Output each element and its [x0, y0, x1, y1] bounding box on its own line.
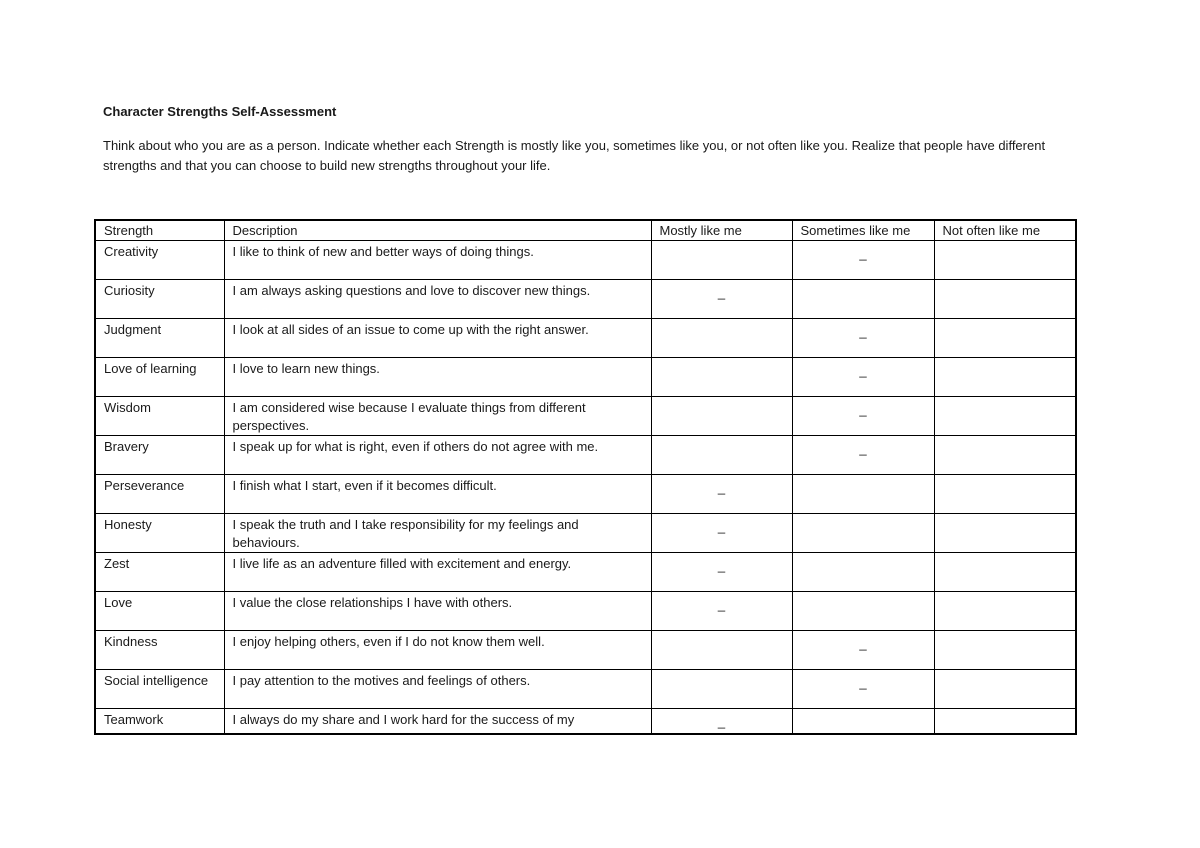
- mostly-like-me-cell[interactable]: [651, 280, 792, 319]
- sometimes-mark: _: [859, 636, 867, 651]
- mostly-like-me-cell[interactable]: [651, 475, 792, 514]
- mostly-like-me-cell[interactable]: [651, 709, 792, 735]
- sometimes-like-me-cell[interactable]: [792, 514, 934, 553]
- table-row: [95, 358, 1076, 397]
- table-row: [95, 709, 1076, 735]
- table-row: [95, 241, 1076, 280]
- strength-description: I live life as an adventure filled with excitement and energy.: [224, 553, 651, 592]
- strengths-table: [94, 219, 1077, 735]
- strength-name: Honesty: [95, 514, 224, 553]
- mostly-mark: _: [717, 714, 726, 729]
- mostly-mark: _: [717, 285, 726, 300]
- not-often-like-me-cell[interactable]: [934, 358, 1076, 397]
- mostly-like-me-cell[interactable]: [651, 241, 792, 280]
- strength-description: I always do my share and I work hard for the success of my: [224, 709, 651, 735]
- strength-description: I am considered wise because I evaluate things from different perspectives.: [224, 397, 651, 436]
- header-description: Description: [224, 220, 651, 241]
- sometimes-like-me-cell[interactable]: [792, 631, 934, 670]
- not-often-like-me-cell[interactable]: [934, 553, 1076, 592]
- table-row: [95, 514, 1076, 553]
- strength-name: Love of learning: [95, 358, 224, 397]
- strength-name: Perseverance: [95, 475, 224, 514]
- strength-description: I value the close relationships I have with others.: [224, 592, 651, 631]
- sometimes-like-me-cell[interactable]: [792, 670, 934, 709]
- mostly-like-me-cell[interactable]: [651, 592, 792, 631]
- sometimes-mark: _: [859, 675, 867, 690]
- table-row: [95, 475, 1076, 514]
- strength-name: Creativity: [95, 241, 224, 280]
- not-often-like-me-cell[interactable]: [934, 436, 1076, 475]
- table-row: [95, 397, 1076, 436]
- table-row: [95, 280, 1076, 319]
- strength-description: I enjoy helping others, even if I do not know them well.: [224, 631, 651, 670]
- mostly-mark: _: [717, 558, 726, 573]
- sometimes-like-me-cell[interactable]: [792, 709, 934, 735]
- sometimes-like-me-cell[interactable]: [792, 358, 934, 397]
- not-often-like-me-cell[interactable]: [934, 709, 1076, 735]
- sometimes-like-me-cell[interactable]: [792, 553, 934, 592]
- strength-name: Bravery: [95, 436, 224, 475]
- sometimes-mark: _: [859, 402, 867, 417]
- mostly-like-me-cell[interactable]: [651, 670, 792, 709]
- strength-name: Kindness: [95, 631, 224, 670]
- sometimes-mark: _: [859, 441, 867, 456]
- sometimes-like-me-cell[interactable]: [792, 475, 934, 514]
- sometimes-like-me-cell[interactable]: [792, 280, 934, 319]
- mostly-like-me-cell[interactable]: [651, 436, 792, 475]
- strength-description: I speak the truth and I take responsibility for my feelings and behaviours.: [224, 514, 651, 553]
- strength-name: Judgment: [95, 319, 224, 358]
- not-often-like-me-cell[interactable]: [934, 631, 1076, 670]
- not-often-like-me-cell[interactable]: [934, 280, 1076, 319]
- strength-description: I pay attention to the motives and feelings of others.: [224, 670, 651, 709]
- header-strength: Strength: [95, 220, 224, 241]
- sometimes-like-me-cell[interactable]: [792, 592, 934, 631]
- mostly-mark: _: [717, 597, 726, 612]
- not-often-like-me-cell[interactable]: [934, 592, 1076, 631]
- table-body: [95, 241, 1076, 735]
- sometimes-mark: _: [859, 324, 867, 339]
- mostly-like-me-cell[interactable]: [651, 631, 792, 670]
- not-often-like-me-cell[interactable]: [934, 475, 1076, 514]
- not-often-like-me-cell[interactable]: [934, 514, 1076, 553]
- header-sometimes-like-me: Sometimes like me: [792, 220, 934, 241]
- strength-name: Social intelligence: [95, 670, 224, 709]
- sometimes-mark: _: [859, 363, 867, 378]
- strength-description: I speak up for what is right, even if others do not agree with me.: [224, 436, 651, 475]
- strength-name: Zest: [95, 553, 224, 592]
- header-not-often-like-me: Not often like me: [934, 220, 1076, 241]
- intro-paragraph: Think about who you are as a person. Indicate whether each Strength is mostly like you, sometimes like you, or not often like you. Realize that people have different strengths and that you can choose to build new strengths throughout your life.: [103, 138, 1046, 173]
- not-often-like-me-cell[interactable]: [934, 670, 1076, 709]
- strength-description: I finish what I start, even if it becomes difficult.: [224, 475, 651, 514]
- sometimes-like-me-cell[interactable]: [792, 436, 934, 475]
- sometimes-like-me-cell[interactable]: [792, 397, 934, 436]
- table-row: [95, 553, 1076, 592]
- strength-description: I love to learn new things.: [224, 358, 651, 397]
- mostly-like-me-cell[interactable]: [651, 319, 792, 358]
- document-title: Character Strengths Self-Assessment: [103, 104, 337, 119]
- table-row: [95, 670, 1076, 709]
- strength-name: Wisdom: [95, 397, 224, 436]
- mostly-mark: _: [717, 519, 726, 534]
- sometimes-like-me-cell[interactable]: [792, 319, 934, 358]
- strength-description: I look at all sides of an issue to come up with the right answer.: [224, 319, 651, 358]
- strength-description: I like to think of new and better ways of doing things.: [224, 241, 651, 280]
- table-header-row: [95, 220, 1076, 241]
- strength-name: Curiosity: [95, 280, 224, 319]
- sometimes-like-me-cell[interactable]: [792, 241, 934, 280]
- not-often-like-me-cell[interactable]: [934, 241, 1076, 280]
- table-row: [95, 592, 1076, 631]
- mostly-like-me-cell[interactable]: [651, 553, 792, 592]
- mostly-like-me-cell[interactable]: [651, 358, 792, 397]
- mostly-like-me-cell[interactable]: [651, 514, 792, 553]
- mostly-like-me-cell[interactable]: [651, 397, 792, 436]
- not-often-like-me-cell[interactable]: [934, 319, 1076, 358]
- not-often-like-me-cell[interactable]: [934, 397, 1076, 436]
- strength-name: Teamwork: [95, 709, 224, 735]
- header-mostly-like-me: Mostly like me: [651, 220, 792, 241]
- mostly-mark: _: [717, 480, 726, 495]
- table-row: [95, 631, 1076, 670]
- table-row: [95, 319, 1076, 358]
- table-row: [95, 436, 1076, 475]
- sometimes-mark: _: [859, 246, 867, 261]
- strength-name: Love: [95, 592, 224, 631]
- strength-description: I am always asking questions and love to discover new things.: [224, 280, 651, 319]
